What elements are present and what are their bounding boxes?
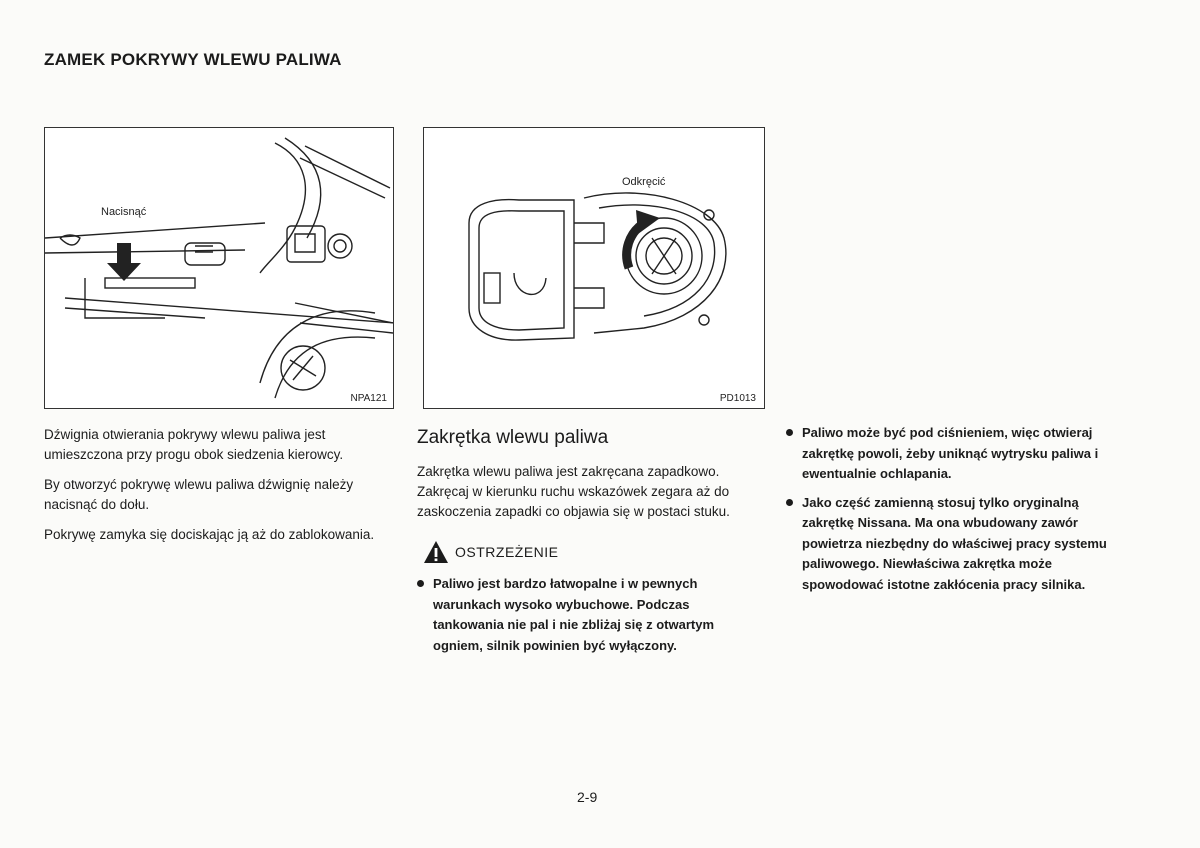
fuel-lever-illustration <box>45 128 393 408</box>
list-item-text: Paliwo jest bardzo łatwopalne i w pewnych warunkach wysoko wybuchowe. Podczas tankowania nie pal i nie zbliżaj się z otwartym ogniem, silnik powinien być wyłączony. <box>433 576 715 653</box>
fuel-cap-title: Zakrętka wlewu paliwa <box>417 427 609 448</box>
left-column <box>44 425 388 555</box>
rotate-arrow-icon <box>636 210 660 234</box>
paragraph: By otworzyć pokrywę wlewu paliwa dźwignię należy nacisnąć do dołu. <box>44 477 354 512</box>
figure-code: PD1013 <box>719 393 756 404</box>
list-item-text: Paliwo może być pod ciśnieniem, więc otwieraj zakrętkę powoli, żeby uniknąć wytrysku paliwa i ewentualnie ochlapania. <box>802 425 1099 481</box>
list-item-text: Jako część zamienną stosuj tylko oryginalną zakrętkę Nissana. Ma ona wbudowany zawór powietrza niezbędny do właściwej pracy systemu paliwowego. Niewłaściwa zakrętka może spowodować istotne zakłócenia pracy silnika. <box>802 494 1107 592</box>
middle-column <box>417 428 761 664</box>
section-heading: ZAMEK POKRYWY WLEWU PALIWA <box>44 50 342 69</box>
warning-list <box>417 574 761 656</box>
list-item <box>417 574 761 656</box>
label-press: Nacisnąć <box>101 206 147 218</box>
warning-triangle-icon <box>423 540 449 564</box>
warning-title: OSTRZEŻENIE <box>455 544 559 560</box>
figure-fuel-cap <box>423 127 765 409</box>
fuel-cap-illustration <box>424 128 764 408</box>
list-item <box>786 493 1132 596</box>
paragraph: Pokrywę zamyka się dociskając ją aż do zablokowania. <box>44 527 375 542</box>
paragraph: Dźwignia otwierania pokrywy wlewu paliwa jest umieszczona przy progu obok siedzenia kierowcy. <box>44 427 344 462</box>
list-item <box>786 423 1132 485</box>
down-arrow-icon <box>107 243 141 281</box>
figure-code: NPA121 <box>350 393 387 404</box>
bullet-icon <box>786 429 793 436</box>
figure-fuel-lever <box>44 127 394 409</box>
page-number: 2-9 <box>577 789 598 805</box>
caution-list <box>786 423 1132 595</box>
paragraph: Zakrętka wlewu paliwa jest zakręcana zapadkowo. Zakręcaj w kierunku ruchu wskazówek zegara aż do zaskoczenia zapadki co objawia się w postaci stuku. <box>417 464 730 519</box>
bullet-icon <box>417 580 424 587</box>
right-column <box>786 423 1132 603</box>
label-unscrew: Odkręcić <box>622 176 666 188</box>
bullet-icon <box>786 499 793 506</box>
warning-header <box>423 540 761 564</box>
